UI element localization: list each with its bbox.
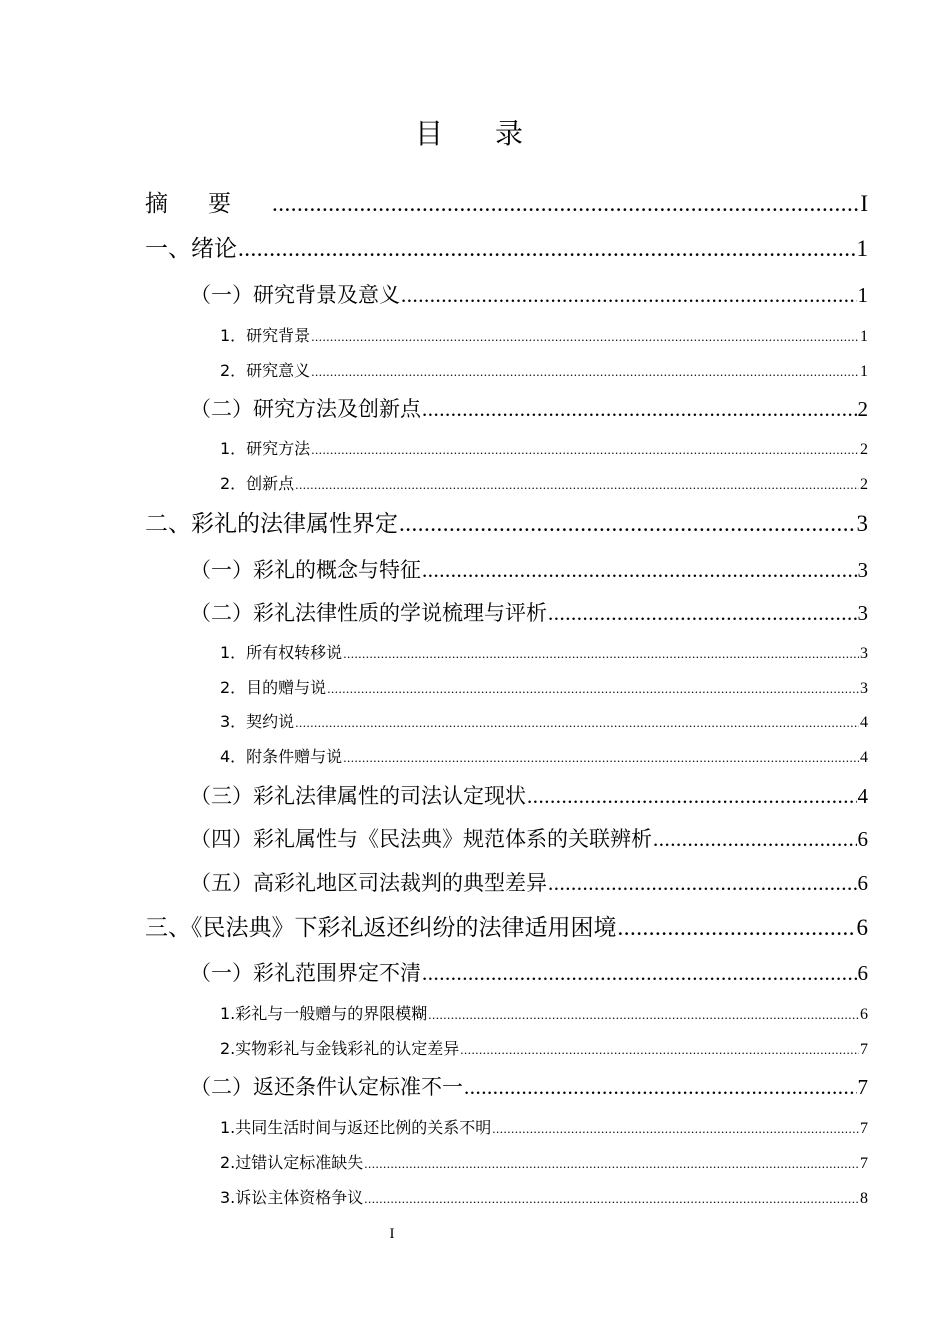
toc-leader-dots [527,781,857,811]
toc-entry-label: （一）彩礼范围界定不清 [190,961,421,985]
toc-entry[interactable] [145,508,868,540]
toc-leader-dots [311,438,859,462]
toc-leader-dots [295,473,859,497]
toc-leader-dots [311,325,859,349]
toc-leader-dots [548,868,857,898]
toc-entry[interactable] [220,1151,868,1175]
toc-page-number: I [860,191,868,216]
toc-entry-label: 2．研究意义 [220,361,311,380]
toc-page-number: 6 [857,827,868,851]
toc-entry-label: 二、彩礼的法律属性界定 [145,511,398,537]
toc-leader-dots [401,280,857,310]
toc-entry[interactable] [190,781,868,811]
toc-page-number: 6 [860,1006,868,1023]
toc-page-number: 1 [856,236,868,261]
toc-page-number: 6 [857,871,868,895]
toc-entry[interactable] [220,472,868,496]
toc-entry-label: （二）研究方法及创新点 [190,397,421,421]
toc-leader-dots [422,958,857,988]
toc-entry[interactable] [220,1186,868,1210]
toc-page-number: 6 [857,961,868,985]
toc-leader-dots [422,555,857,585]
toc-entry[interactable] [220,1002,868,1026]
toc-entry-label: （三）彩礼法律属性的司法认定现状 [190,784,526,808]
toc-entry-label: 1.共同生活时间与返还比例的关系不明 [220,1118,492,1137]
toc-entry[interactable] [145,233,868,265]
toc-page-number: 3 [857,558,868,582]
toc-entry-label: 1．研究背景 [220,326,311,345]
toc-leader-dots [311,360,859,384]
toc-leader-dots [272,188,859,220]
toc-entry[interactable] [220,745,868,769]
toc-entry[interactable] [145,912,868,944]
toc-entry-label: 2.实物彩礼与金钱彩礼的认定差异 [220,1039,460,1058]
toc-page-number: 7 [857,1075,868,1099]
toc-entry[interactable] [190,824,868,854]
toc-entry[interactable] [220,437,868,461]
toc-leader-dots [653,824,857,854]
toc-entry-label: 一、绪论 [145,236,237,262]
toc-entry-label: 2.过错认定标准缺失 [220,1153,364,1172]
toc-leader-dots [492,1117,859,1141]
toc-entry-label: 4．附条件赠与说 [220,747,343,766]
toc-entry-label: 三、《民法典》下彩礼返还纠纷的法律适用困境 [145,915,617,941]
toc-page-number: 7 [860,1155,868,1172]
toc-entry-label: 1．研究方法 [220,439,311,458]
toc-page-number: 1 [857,283,868,307]
toc-leader-dots [295,711,859,735]
toc-entry[interactable] [220,324,868,348]
toc-leader-dots [399,508,856,540]
toc-page-number: 3 [856,511,868,536]
toc-entry[interactable] [190,555,868,585]
toc-leader-dots [460,1038,859,1062]
toc-leader-dots [428,1003,859,1027]
toc-entry[interactable] [190,868,868,898]
toc-entry[interactable] [220,1116,868,1140]
toc-page-number: 3 [857,601,868,625]
toc-page-number: 1 [860,328,868,345]
footer-page-number: I [389,1226,395,1242]
toc-leader-dots [343,746,859,770]
page-title: 目录 [414,117,575,150]
toc-leader-dots [238,233,856,265]
toc-entry-label: （一）彩礼的概念与特征 [190,558,421,582]
toc-entry-label: 1.彩礼与一般赠与的界限模糊 [220,1004,428,1023]
toc-entry-label: （二）彩礼法律性质的学说梳理与评析 [190,601,547,625]
toc-entry[interactable] [220,1037,868,1061]
toc-entry-label: 3.诉讼主体资格争议 [220,1188,364,1207]
toc-page-number: 4 [860,714,868,731]
toc-entry[interactable] [220,641,868,665]
toc-leader-dots [364,1187,859,1211]
toc-entry-label: 3．契约说 [220,712,295,731]
toc-page-number: 3 [860,680,868,697]
toc-entry-label: 摘要 [145,191,271,217]
toc-leader-dots [548,598,857,628]
toc-page-number: 2 [860,476,868,493]
toc-page-number: 2 [857,397,868,421]
toc-page-number: 7 [860,1120,868,1137]
toc-page-number: 2 [860,441,868,458]
toc-entry[interactable] [220,710,868,734]
toc-page-number: 6 [856,915,868,940]
toc-entry-label: （二）返还条件认定标准不一 [190,1075,463,1099]
toc-leader-dots [364,1152,859,1176]
toc-entry[interactable] [190,280,868,310]
toc-entry-label: 2．目的赠与说 [220,678,327,697]
toc-entry-label: （四）彩礼属性与《民法典》规范体系的关联辨析 [190,827,652,851]
toc-page-number: 4 [860,749,868,766]
toc-entry-abstract[interactable] [145,188,868,220]
toc-leader-dots [464,1072,857,1102]
toc-page-number: 7 [860,1041,868,1058]
toc-leader-dots [343,642,859,666]
toc-entry[interactable] [190,1072,868,1102]
toc-entry-label: （五）高彩礼地区司法裁判的典型差异 [190,871,547,895]
toc-entry[interactable] [190,598,868,628]
toc-leader-dots [422,394,857,424]
toc-entry[interactable] [190,394,868,424]
toc-leader-dots [618,912,856,944]
toc-entry-label: 1．所有权转移说 [220,643,343,662]
toc-page-number: 4 [857,784,868,808]
toc-page-number: 3 [860,645,868,662]
toc-entry[interactable] [220,359,868,383]
toc-entry-label: （一）研究背景及意义 [190,283,400,307]
toc-leader-dots [327,677,859,701]
toc-page-number: 1 [860,363,868,380]
toc-entry-label: 2．创新点 [220,474,295,493]
toc-entry[interactable] [220,676,868,700]
toc-page-number: 8 [860,1190,868,1207]
toc-entry[interactable] [190,958,868,988]
